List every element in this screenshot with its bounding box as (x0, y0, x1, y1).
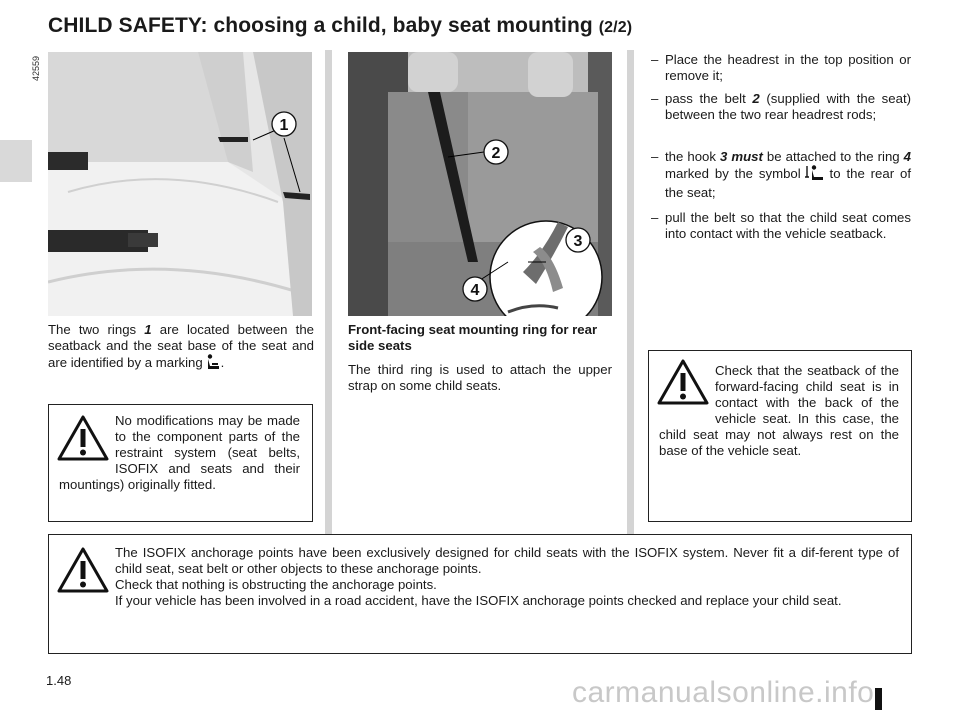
ring-1-ref: 1 (144, 322, 152, 337)
tether-anchor-symbol-icon (804, 165, 824, 185)
isofix-warning-line-1: The ISOFIX anchorage points have been exclusively designed for child seats with the ISOFIX system. Never fit a dif-ferent type of child seat, seat belt or other objects to these anchorage points. (115, 545, 899, 576)
seat-ring-illustration (48, 52, 312, 316)
isofix-warning-line-3: If your vehicle has been involved in a road accident, have the ISOFIX anchorage points checked and replace your child seat. (115, 593, 842, 608)
title-suffix: (2/2) (598, 19, 633, 36)
isofix-warning-line-2: Check that nothing is obstructing the anchorage points. (115, 577, 437, 592)
callout-2 (484, 140, 508, 164)
rear-seat-belt-photo (348, 52, 612, 316)
rings-caption: The two rings 1 are located between the seatback and the seat base of the seat and are identified by a marking . (48, 322, 314, 374)
section-tab (0, 140, 32, 182)
isofix-warning-box (48, 534, 912, 654)
figure-ref-left: 42559 (31, 56, 41, 82)
step-3: – the hook 3 must be attached to the ring 4 marked by the symbol to the rear of the seat; (651, 149, 912, 200)
page-title (48, 14, 632, 38)
rear-seat-belt-illustration (348, 52, 612, 316)
watermark: carmanualsonline.info (572, 676, 875, 709)
corner-marker (875, 688, 882, 710)
step-2: – pass the belt 2 (supplied with the seat) between the two rear headrest rods; (651, 91, 911, 122)
modification-warning-box (48, 404, 313, 522)
svg-text:1: 1 (279, 117, 289, 134)
title-text: CHILD SAFETY: choosing a child, baby seat mounting (48, 14, 593, 37)
svg-text:2: 2 (491, 145, 501, 162)
seatback-contact-warning-text: Check that the seatback of the forward-facing child seat is in contact with the back of the vehicle seat. In this case, the child seat may not always rest on the base of the vehicle seat. (659, 363, 899, 458)
child-seat-symbol-icon (207, 354, 221, 374)
callout-3 (566, 228, 590, 252)
step-4: – pull the belt so that the child seat comes into contact with the vehicle seatback. (651, 210, 911, 241)
svg-text:4: 4 (470, 282, 480, 299)
mounting-ring-heading: Front-facing seat mounting ring for rear side seats (348, 322, 598, 353)
callout-1 (272, 112, 296, 136)
seatback-contact-warning-box (648, 350, 912, 522)
page-number: 1.48 (46, 673, 72, 688)
callout-4 (463, 277, 487, 301)
modification-warning-text: No modifications may be made to the component parts of the restraint system (seat belts, ISOFIX and seats and their mountings) originally fitted. (59, 413, 300, 492)
seat-ring-photo (48, 52, 312, 316)
mounting-ring-body: The third ring is used to attach the upper strap on some child seats. (348, 362, 612, 393)
svg-text:3: 3 (573, 233, 583, 250)
step-1: – Place the headrest in the top position or remove it; (651, 52, 911, 83)
